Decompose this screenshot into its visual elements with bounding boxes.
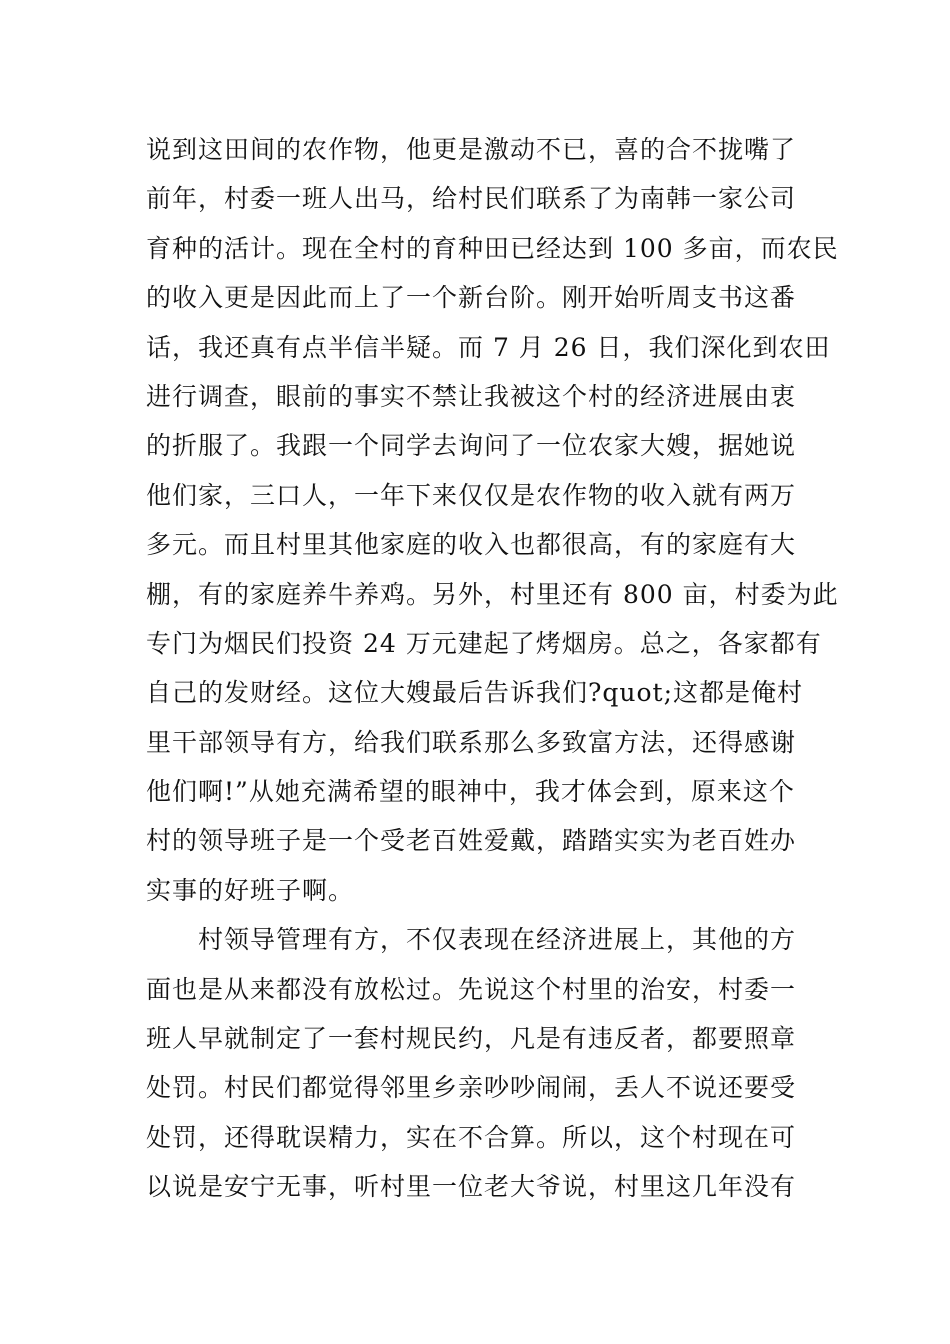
text-line: 村领导管理有方，不仅表现在经济进展上，其他的方 [198,925,797,955]
text-line: 村的领导班子是一个受老百姓爱戴，踏踏实实为老百姓办 [146,826,797,856]
text-line: 育种的活计。现在全村的育种田已经达到 100 多亩，而农民 [146,233,839,263]
text-line: 以说是安宁无事，听村里一位老大爷说，村里这几年没有 [146,1172,797,1202]
text-line: 处罚。村民们都觉得邻里乡亲吵吵闹闹，丢人不说还要受 [146,1073,797,1103]
text-line: 专门为烟民们投资 24 万元建起了烤烟房。总之，各家都有 [146,628,822,658]
paragraph-1 [146,125,839,915]
text-line: 处罚，还得耽误精力，实在不合算。所以，这个村现在可 [146,1122,797,1152]
text-line: 棚，有的家庭养牛养鸡。另外，村里还有 800 亩，村委为此 [146,579,839,609]
document-body [146,125,839,1212]
text-line: 说到这田间的农作物，他更是激动不已，喜的合不拢嘴了 [146,135,797,164]
text-line: 话，我还真有点半信半疑。而 7 月 26 日，我们深化到农田 [146,332,831,362]
text-line: 的收入更是因此而上了一个新台阶。刚开始听周支书这番 [146,283,797,313]
paragraph-2 [146,915,816,1211]
text-line: 前年，村委一班人出马，给村民们联系了为南韩一家公司 [146,184,797,214]
text-line: 面也是从来都没有放松过。先说这个村里的治安，村委一 [146,974,797,1004]
text-line: 他们家，三口人，一年下来仅仅是农作物的收入就有两万 [146,480,797,510]
text-line: 班人早就制定了一套村规民约，凡是有违反者，都要照章 [146,1024,797,1054]
text-line: 他们啊!”从她充满希望的眼神中，我才体会到，原来这个 [146,777,795,807]
text-line: 的折服了。我跟一个同学去询问了一位农家大嫂，据她说 [146,431,797,461]
text-line: 实事的好班子啊。 [146,875,355,905]
text-line: 里干部领导有方，给我们联系那么多致富方法，还得感谢 [146,727,797,757]
text-line: 多元。而且村里其他家庭的收入也都很高，有的家庭有大 [146,530,797,560]
text-line: 进行调查，眼前的事实不禁让我被这个村的经济进展由衷 [146,381,797,411]
text-line: 自己的发财经。这位大嫂最后告诉我们?quot;这都是俺村 [146,678,804,708]
